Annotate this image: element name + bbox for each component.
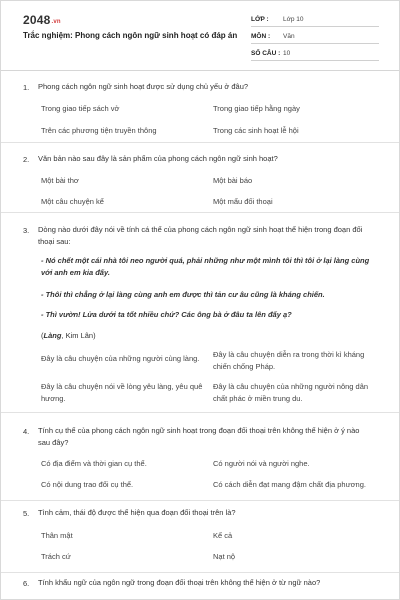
option-d[interactable]: Trong các sinh hoạt lễ hội (213, 126, 299, 135)
dialogue-line-1: - Nó chết một cái nhà tôi neo người quá, phải những như một mình tôi thì tôi ở lại làng cùng với anh em kia đấy. (41, 256, 370, 277)
option-c[interactable]: Trách cứ (41, 552, 71, 561)
option-c[interactable]: Một câu chuyện kể (41, 197, 104, 206)
option-d[interactable]: Đây là câu chuyện của những người nông dân chất phác ở miền trung du. (213, 382, 369, 403)
site-logo[interactable] (23, 13, 61, 27)
question-number: 4. (23, 427, 30, 436)
option-a[interactable]: Trong giao tiếp sách vở (41, 104, 120, 113)
question-number: 5. (23, 509, 30, 518)
question-1 (1, 71, 400, 143)
source-author: , Kim Lân) (61, 331, 96, 340)
meta-value: Văn (283, 33, 295, 40)
document-header (1, 1, 400, 71)
dialogue-source: (Làng, Kim Lân) (41, 331, 96, 340)
meta-key: LỚP : (251, 16, 269, 23)
option-b[interactable]: Kể cả (213, 531, 233, 540)
question-text: Tính cụ thể của phong cách ngôn ngữ sinh hoạt trong đoạn đối thoại trên không thể hiện ở ý nào sau đây? (38, 426, 360, 447)
question-2 (1, 143, 400, 213)
option-a[interactable]: Thân mật (41, 531, 73, 540)
question-text: Tính khẩu ngữ của ngôn ngữ trong đoạn đối thoại trên không thể hiện ở từ ngữ nào? (38, 578, 321, 587)
question-3 (1, 213, 400, 413)
option-a[interactable]: Một bài thơ (41, 176, 79, 185)
option-c[interactable]: Trên các phương tiện truyền thông (41, 126, 157, 135)
question-5 (1, 501, 400, 573)
question-text: Dòng nào dưới đây nói về tính cá thể của phong cách ngôn ngữ sinh hoạt thể hiện trong đoạn đối thoại sau: (38, 225, 363, 246)
dialogue-line-2: - Thôi thì chẳng ở lại làng cùng anh em được thì tản cư âu cũng là kháng chiến. (41, 290, 325, 299)
meta-row-count (251, 47, 379, 61)
dialogue-line-3: - Thì vườn! Lửa dưới ta tốt nhiều chứ? Các ông bà ở đâu ta lên đấy ạ? (41, 310, 292, 319)
option-a[interactable]: Có địa điểm và thời gian cụ thể. (41, 459, 147, 468)
question-text: Tình cảm, thái độ được thể hiện qua đoạn đối thoại trên là? (38, 508, 236, 517)
meta-row-subject (251, 30, 379, 44)
option-c[interactable]: Có nội dung trao đổi cụ thể. (41, 480, 134, 489)
page-title: Trắc nghiệm: Phong cách ngôn ngữ sinh hoạt có đáp án (23, 31, 238, 40)
meta-info (251, 13, 379, 64)
logo-suffix: .vn (51, 19, 61, 25)
question-text: Văn bản nào sau đây là sản phẩm của phong cách ngôn ngữ sinh hoạt? (38, 154, 278, 163)
meta-row-class (251, 13, 379, 27)
option-a[interactable]: Đây là câu chuyện của những người cùng làng. (41, 354, 200, 363)
option-c[interactable]: Đây là câu chuyện nói về lòng yêu làng, yêu quê hương. (41, 382, 203, 403)
option-b[interactable]: Một bài báo (213, 176, 253, 185)
meta-value: Lớp 10 (283, 16, 304, 23)
option-b[interactable]: Có người nói và người nghe. (213, 459, 310, 468)
option-d[interactable]: Nạt nộ (213, 552, 236, 561)
question-number: 3. (23, 226, 30, 235)
question-4 (1, 413, 400, 501)
question-6 (1, 573, 400, 600)
question-number: 2. (23, 155, 30, 164)
meta-value: 10 (283, 50, 291, 57)
question-number: 6. (23, 579, 30, 588)
option-d[interactable]: Một mẩu đối thoại (213, 197, 273, 206)
source-work: Làng (43, 331, 62, 340)
question-text: Phong cách ngôn ngữ sinh hoạt được sử dụng chủ yếu ở đâu? (38, 82, 249, 91)
option-b[interactable]: Trong giao tiếp hằng ngày (213, 104, 300, 113)
meta-key: MÔN : (251, 33, 271, 40)
logo-text: 2048 (23, 13, 51, 27)
option-d[interactable]: Có cách diễn đạt mang đậm chất địa phương. (213, 480, 366, 489)
option-b[interactable]: Đây là câu chuyện diễn ra trong thời kì kháng chiến chống Pháp. (213, 350, 365, 371)
meta-key: SỐ CÂU : (251, 50, 281, 57)
question-number: 1. (23, 83, 30, 92)
